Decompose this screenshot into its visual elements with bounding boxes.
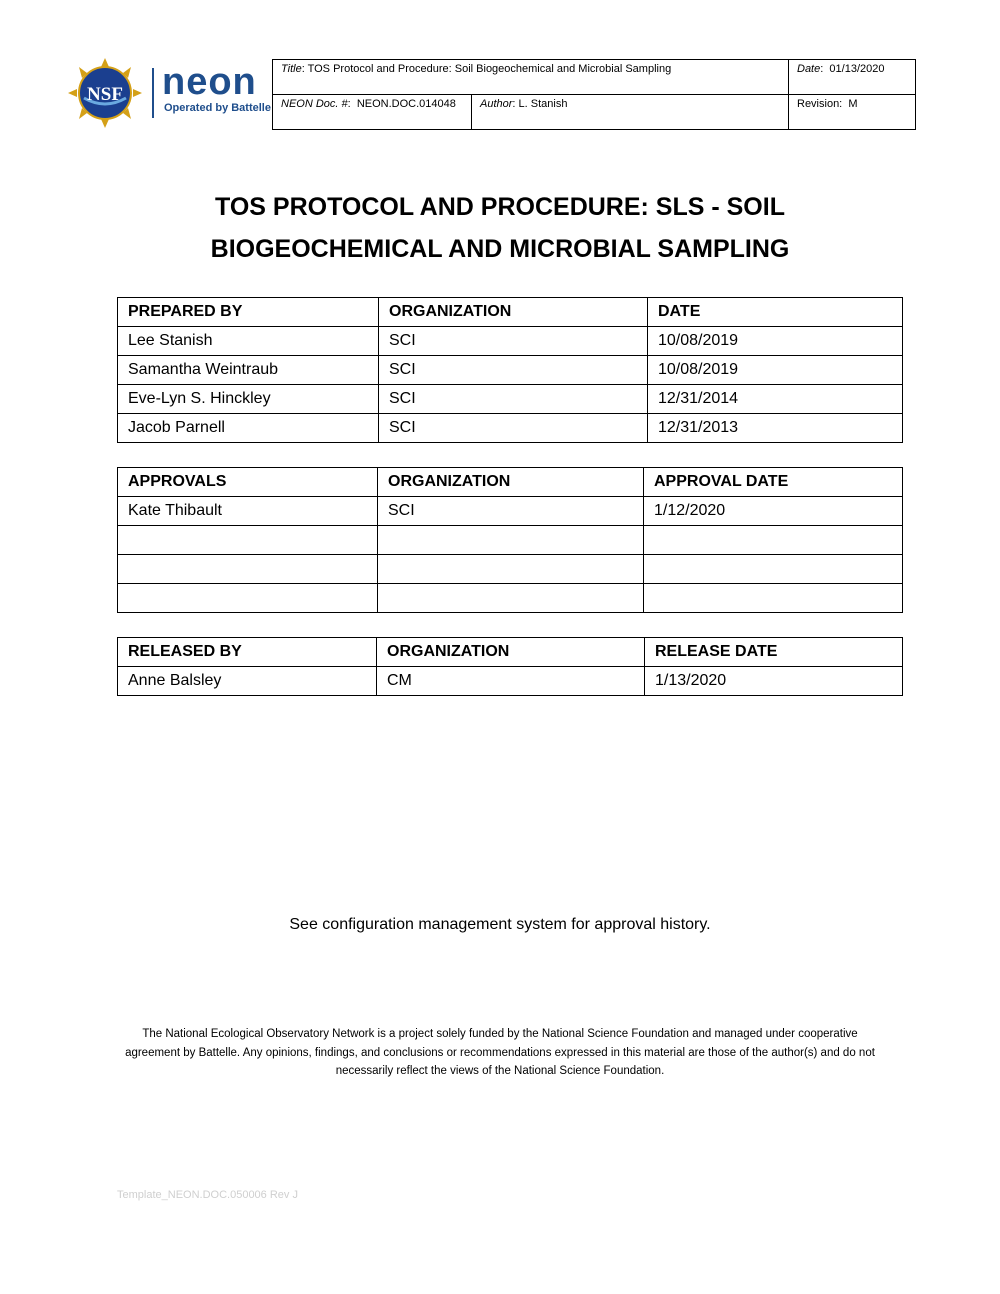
- name-cell: Anne Balsley: [118, 667, 377, 696]
- table-row: [118, 555, 903, 584]
- organization-cell: [378, 555, 644, 584]
- table-header-row: [118, 638, 903, 667]
- neon-logo-tagline: Operated by Battelle: [164, 102, 271, 114]
- funding-disclaimer: The National Ecological Observatory Network is a project solely funded by the National Science Foundation and managed under cooperative agreement by Battelle. Any opinions, findings, and conclusions or recommendations expressed in this material are those of the author(s) and do not necessarily reflect the views of the National Science Foundation.: [125, 1028, 875, 1077]
- table-row: [118, 385, 903, 414]
- column-header: ORGANIZATION: [377, 638, 645, 667]
- title-label: Title: [281, 63, 302, 75]
- column-header: ORGANIZATION: [379, 298, 648, 327]
- date-label: Date: [797, 63, 821, 75]
- column-header: PREPARED BY: [118, 298, 379, 327]
- date-cell: 12/31/2014: [648, 385, 903, 414]
- approvals-table: [117, 467, 903, 613]
- prepared-by-table: [117, 297, 903, 443]
- organization-cell: SCI: [379, 327, 648, 356]
- name-cell: Lee Stanish: [118, 327, 379, 356]
- revision-value: M: [848, 98, 858, 110]
- doc-value: NEON.DOC.014048: [356, 98, 456, 110]
- column-header: DATE: [648, 298, 903, 327]
- name-cell: [118, 526, 378, 555]
- date-cell: [644, 584, 903, 613]
- name-cell: Kate Thibault: [118, 497, 378, 526]
- column-header: RELEASE DATE: [645, 638, 903, 667]
- column-header: ORGANIZATION: [378, 468, 644, 497]
- table-header-row: [118, 468, 903, 497]
- header-revision-cell: [789, 95, 916, 130]
- organization-cell: CM: [377, 667, 645, 696]
- date-cell: 10/08/2019: [648, 356, 903, 385]
- date-cell: 1/13/2020: [645, 667, 903, 696]
- column-header: APPROVAL DATE: [644, 468, 903, 497]
- neon-logo-wordmark: neon: [162, 61, 257, 103]
- date-cell: [644, 526, 903, 555]
- author-label: Author: [480, 98, 513, 110]
- table-row: [118, 526, 903, 555]
- table-row: [118, 584, 903, 613]
- header-author-cell: Author: L. Stanish: [472, 95, 789, 130]
- table-row: [118, 327, 903, 356]
- organization-cell: [378, 584, 644, 613]
- table-row: [118, 497, 903, 526]
- table-header-row: [118, 298, 903, 327]
- date-value: 01/13/2020: [829, 63, 885, 75]
- header-title-cell: Title: TOS Protocol and Procedure: Soil Biogeochemical and Microbial Sampling: [273, 60, 789, 95]
- nsf-logo-icon: [68, 58, 142, 128]
- table-row: [118, 414, 903, 443]
- title-line-1: TOS PROTOCOL AND PROCEDURE: SLS - SOIL: [215, 193, 785, 221]
- revision-label: Revision:: [797, 98, 843, 110]
- name-cell: Eve-Lyn S. Hinckley: [118, 385, 379, 414]
- date-cell: 10/08/2019: [648, 327, 903, 356]
- column-header: APPROVALS: [118, 468, 378, 497]
- doc-label: NEON Doc. #: [281, 98, 348, 110]
- name-cell: [118, 555, 378, 584]
- header-info-table: [272, 59, 916, 130]
- title-line-2: BIOGEOCHEMICAL AND MICROBIAL SAMPLING: [210, 235, 790, 263]
- organization-cell: SCI: [379, 356, 648, 385]
- template-identifier: Template_NEON.DOC.050006 Rev J: [117, 1189, 298, 1201]
- document-title: [100, 186, 900, 270]
- date-cell: 12/31/2013: [648, 414, 903, 443]
- title-value: TOS Protocol and Procedure: Soil Biogeochemical and Microbial Sampling: [307, 63, 672, 75]
- date-cell: [644, 555, 903, 584]
- name-cell: [118, 584, 378, 613]
- logo-divider: [152, 68, 154, 118]
- name-cell: Samantha Weintraub: [118, 356, 379, 385]
- organization-cell: SCI: [379, 414, 648, 443]
- organization-cell: SCI: [379, 385, 648, 414]
- organization-cell: SCI: [378, 497, 644, 526]
- header-doc-cell: NEON Doc. #: NEON.DOC.014048: [273, 95, 472, 130]
- released-by-table: [117, 637, 903, 696]
- column-header: RELEASED BY: [118, 638, 377, 667]
- date-cell: 1/12/2020: [644, 497, 903, 526]
- header-date-cell: Date: 01/13/2020: [789, 60, 916, 95]
- table-row: [118, 667, 903, 696]
- table-row: [118, 356, 903, 385]
- nsf-logo-text: NSF: [87, 84, 123, 105]
- author-value: L. Stanish: [518, 98, 568, 110]
- config-management-note: See configuration management system for approval history.: [289, 916, 711, 933]
- organization-cell: [378, 526, 644, 555]
- name-cell: Jacob Parnell: [118, 414, 379, 443]
